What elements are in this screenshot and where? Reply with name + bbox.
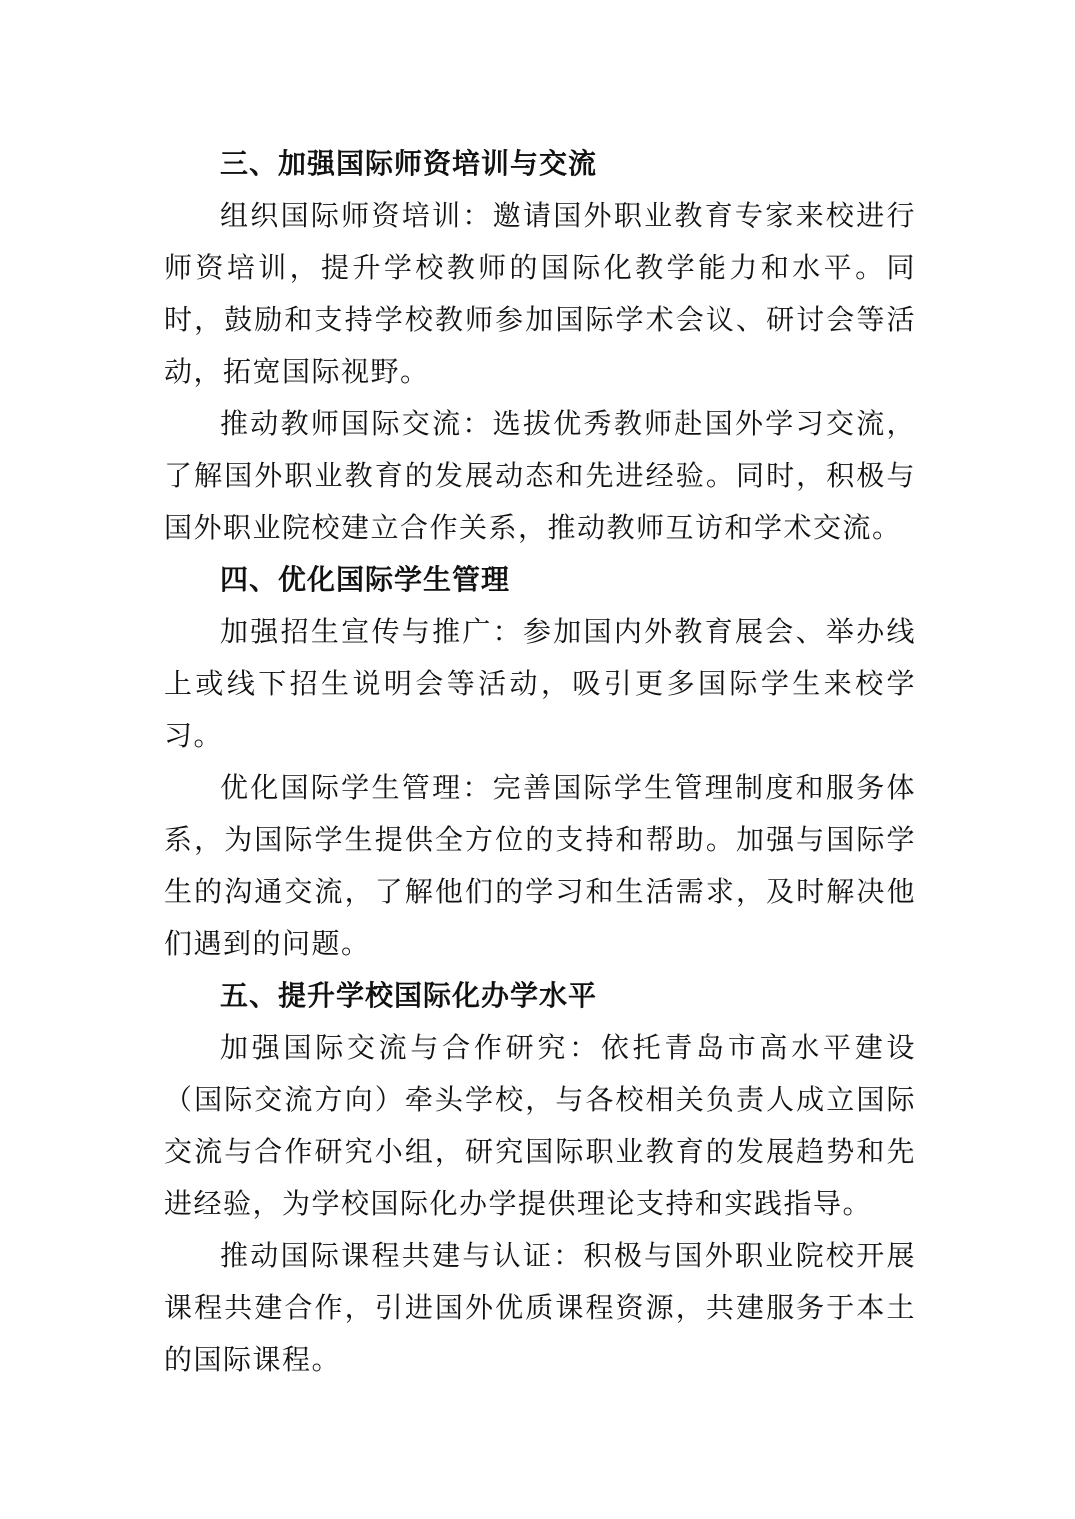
section-heading: 五、提升学校国际化办学水平 [220,979,598,1012]
document-body [164,138,916,1386]
paragraph: 推动教师国际交流：选拔优秀教师赴国外学习交流，了解国外职业教育的发展动态和先进经验。同时，积极与国外职业院校建立合作关系，推动教师互访和学术交流。 [164,407,916,544]
section-heading: 四、优化国际学生管理 [220,563,511,596]
section-heading: 三、加强国际师资培训与交流 [220,147,598,180]
paragraph: 推动国际课程共建与认证：积极与国外职业院校开展课程共建合作，引进国外优质课程资源，共建服务于本土的国际课程。 [164,1239,916,1376]
paragraph: 组织国际师资培训：邀请国外职业教育专家来校进行师资培训，提升学校教师的国际化教学能力和水平。同时，鼓励和支持学校教师参加国际学术会议、研讨会等活动，拓宽国际视野。 [164,199,916,388]
paragraph: 加强国际交流与合作研究：依托青岛市高水平建设（国际交流方向）牵头学校，与各校相关负责人成立国际交流与合作研究小组，研究国际职业教育的发展趋势和先进经验，为学校国际化办学提供理论支持和实践指导。 [164,1031,916,1220]
paragraph: 加强招生宣传与推广：参加国内外教育展会、举办线上或线下招生说明会等活动，吸引更多国际学生来校学习。 [164,615,916,752]
paragraph: 优化国际学生管理：完善国际学生管理制度和服务体系，为国际学生提供全方位的支持和帮助。加强与国际学生的沟通交流，了解他们的学习和生活需求，及时解决他们遇到的问题。 [164,771,916,960]
